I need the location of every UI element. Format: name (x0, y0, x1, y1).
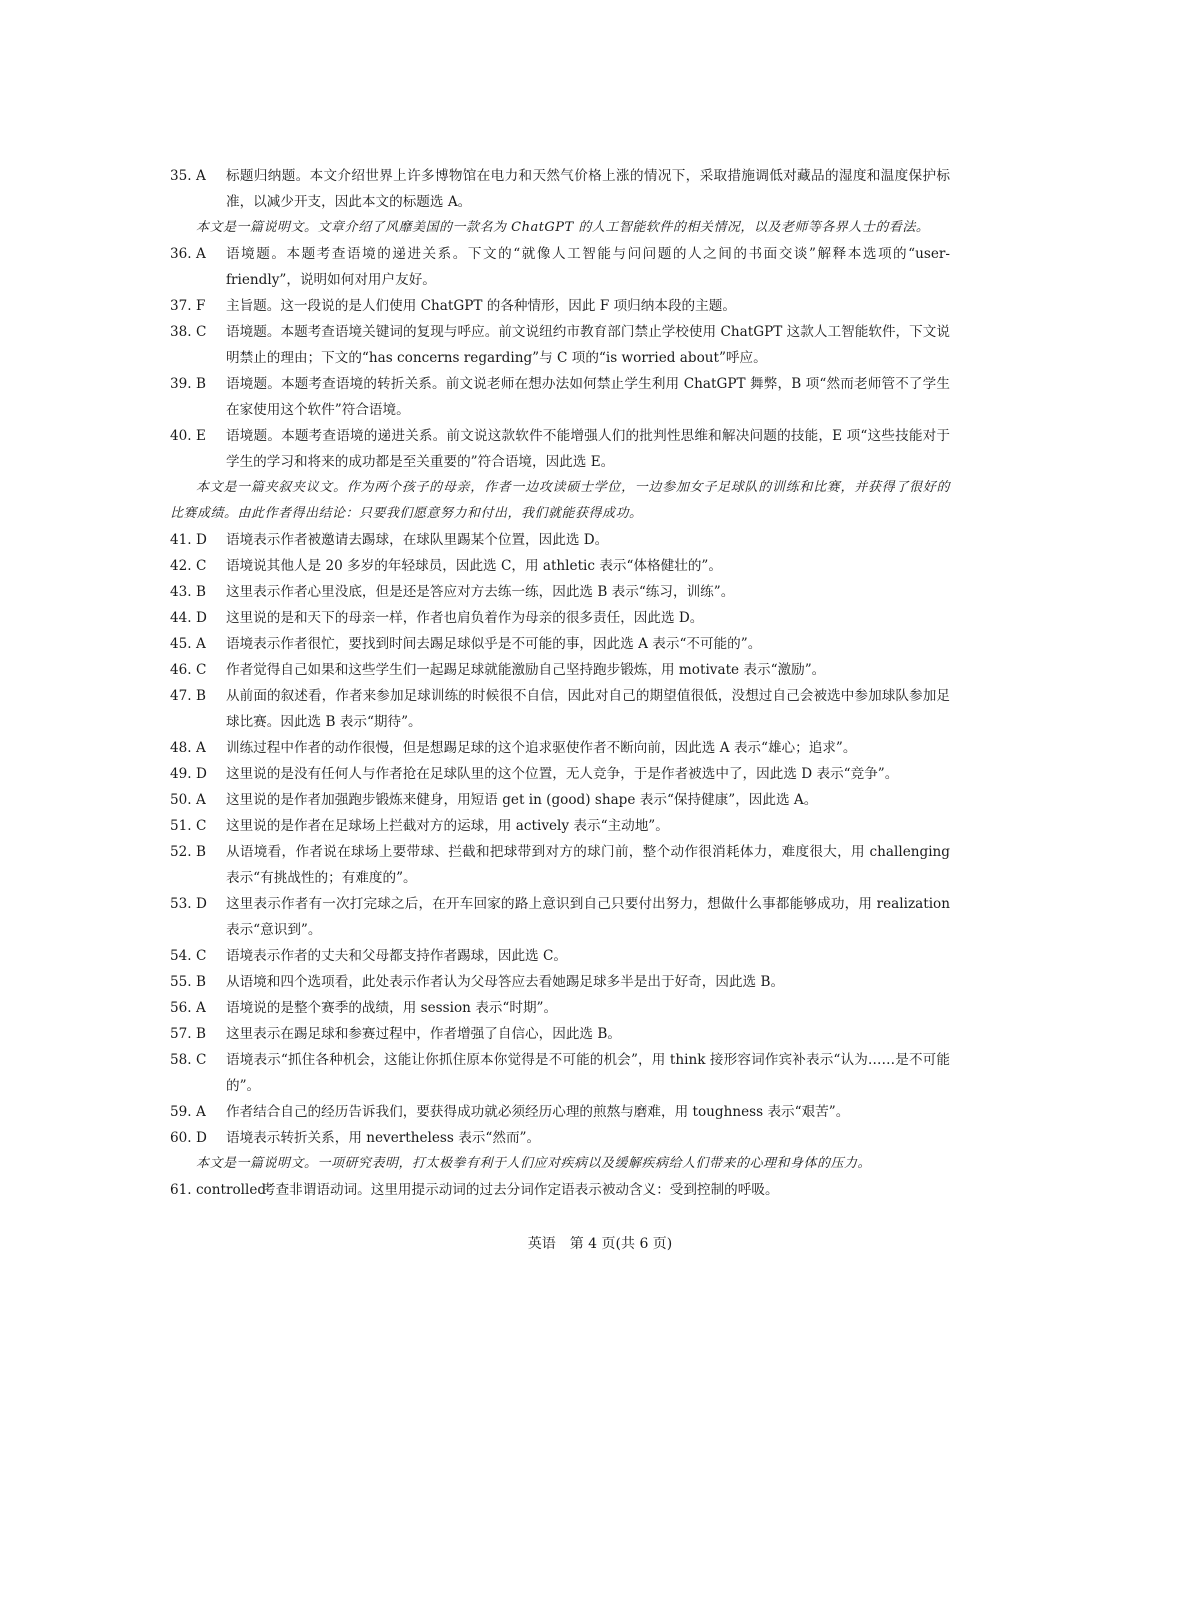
answer-explanation: 这里说的是作者加强跑步锻炼来健身，用短语 get in (good) shape 表示“保持健康”，因此选 A。 (226, 792, 818, 808)
answer-entry (170, 553, 950, 579)
answer-explanation: 这里说的是没有任何人与作者抢在足球队里的这个位置，无人竞争，于是作者被选中了，因此选 D 表示“竞争”。 (226, 766, 899, 782)
answer-entry (170, 839, 950, 891)
answer-explanation: 这里表示在踢足球和参赛过程中，作者增强了自信心，因此选 B。 (226, 1026, 621, 1042)
answer-number: 39. B (170, 376, 206, 392)
passage-summary: 本文是一篇夹叙夹议文。作为两个孩子的母亲，作者一边攻读硕士学位，一边参加女子足球队的训练和比赛，并获得了很好的比赛成绩。由此作者得出结论：只要我们愿意努力和付出，我们就能获得成功。 (170, 480, 950, 521)
answer-entry (170, 657, 950, 683)
answer-entry (170, 1099, 950, 1125)
answer-entry (170, 241, 950, 293)
answer-number: 47. B (170, 688, 206, 704)
answer-number: 36. A (170, 246, 206, 262)
answer-explanation: 语境题。本题考查语境的递进关系。下文的“就像人工智能与问问题的人之间的书面交谈”解释本选项的“user-friendly”，说明如何对用户友好。 (226, 246, 950, 288)
answer-entry (170, 683, 950, 735)
answer-key-page (170, 163, 950, 1203)
answer-explanation: 这里表示作者心里没底，但是还是答应对方去练一练，因此选 B 表示“练习，训练”。 (226, 584, 735, 600)
passage-summary: 本文是一篇说明文。一项研究表明，打太极拳有利于人们应对疾病以及缓解疾病给人们带来的心理和身体的压力。 (196, 1156, 872, 1171)
answer-entry (170, 995, 950, 1021)
answer-number: 58. C (170, 1052, 207, 1068)
answer-explanation: 这里表示作者有一次打完球之后，在开车回家的路上意识到自己只要付出努力，想做什么事都能够成功，用 realization 表示“意识到”。 (226, 896, 950, 938)
answer-number: 38. C (170, 324, 207, 340)
answer-number: 50. A (170, 792, 206, 808)
answer-entry (170, 735, 950, 761)
answer-explanation: 从前面的叙述看，作者来参加足球训练的时候很不自信，因此对自己的期望值很低，没想过自己会被选中参加球队参加足球比赛。因此选 B 表示“期待”。 (226, 688, 950, 730)
answer-explanation: 标题归纳题。本文介绍世界上许多博物馆在电力和天然气价格上涨的情况下，采取措施调低对藏品的湿度和温度保护标准，以减少开支，因此本文的标题选 A。 (226, 168, 950, 210)
answer-explanation: 语境表示转折关系，用 nevertheless 表示“然而”。 (226, 1130, 541, 1146)
passage-summary: 本文是一篇说明文。文章介绍了风靡美国的一款名为 ChatGPT 的人工智能软件的相关情况，以及老师等各界人士的看法。 (196, 220, 930, 235)
answer-explanation: 语境题。本题考查语境的递进关系。前文说这款软件不能增强人们的批判性思维和解决问题的技能，E 项“这些技能对于学生的学习和将来的成功都是至关重要的”符合语境，因此选 E。 (226, 428, 950, 470)
answer-explanation: 这里说的是作者在足球场上拦截对方的运球，用 actively 表示“主动地”。 (226, 818, 669, 834)
answer-number: 54. C (170, 948, 207, 964)
answer-number: 43. B (170, 584, 206, 600)
answer-explanation: 语境表示作者很忙，要找到时间去踢足球似乎是不可能的事，因此选 A 表示“不可能的”。 (226, 636, 762, 652)
answer-number: 37. F (170, 298, 206, 314)
answer-explanation: 语境题。本题考查语境的转折关系。前文说老师在想办法如何禁止学生利用 ChatGPT 舞弊，B 项“然而老师管不了学生在家使用这个软件”符合语境。 (226, 376, 950, 418)
answer-number: 61. controlled (170, 1182, 267, 1198)
answer-number: 60. D (170, 1130, 207, 1146)
answer-number: 46. C (170, 662, 207, 678)
answer-explanation: 这里说的是和天下的母亲一样，作者也肩负着作为母亲的很多责任，因此选 D。 (226, 610, 704, 626)
answer-number: 40. E (170, 428, 206, 444)
answer-explanation: 语境表示“抓住各种机会，这能让你抓住原本你觉得是不可能的机会”，用 think 接形容词作宾补表示“认为……是不可能的”。 (226, 1052, 950, 1094)
answer-number: 48. A (170, 740, 206, 756)
answer-number: 41. D (170, 532, 207, 548)
answer-number: 45. A (170, 636, 206, 652)
answer-number: 35. A (170, 168, 206, 184)
answer-entry (170, 423, 950, 475)
answer-explanation: 从语境和四个选项看，此处表示作者认为父母答应去看她踢足球多半是出于好奇，因此选 B。 (226, 974, 785, 990)
answer-number: 55. B (170, 974, 206, 990)
answer-number: 53. D (170, 896, 207, 912)
answer-explanation: 训练过程中作者的动作很慢，但是想踢足球的这个追求驱使作者不断向前，因此选 A 表示“雄心；追求”。 (226, 740, 857, 756)
answer-entry (170, 579, 950, 605)
answer-entry (170, 943, 950, 969)
answer-explanation: 语境说的是整个赛季的战绩，用 session 表示“时期”。 (226, 1000, 558, 1016)
answer-explanation: 考查非谓语动词。这里用提示动词的过去分词作定语表示被动含义：受到控制的呼吸。 (262, 1182, 779, 1198)
answer-number: 44. D (170, 610, 207, 626)
answer-explanation: 语境表示作者的丈夫和父母都支持作者踢球，因此选 C。 (226, 948, 567, 964)
answer-explanation: 作者结合自己的经历告诉我们，要获得成功就必须经历心理的煎熬与磨难，用 toughness 表示“艰苦”。 (226, 1104, 850, 1120)
answer-entry (170, 631, 950, 657)
answer-entry (170, 813, 950, 839)
answer-explanation: 语境表示作者被邀请去踢球，在球队里踢某个位置，因此选 D。 (226, 532, 609, 548)
answer-number: 49. D (170, 766, 207, 782)
page-footer: 英语 第 4 页(共 6 页) (527, 1236, 673, 1252)
answer-entry (170, 1125, 950, 1151)
answer-number: 59. A (170, 1104, 206, 1120)
answer-entry (170, 1021, 950, 1047)
answer-entry (170, 319, 950, 371)
answer-explanation: 语境说其他人是 20 多岁的年轻球员，因此选 C，用 athletic 表示“体格健壮的”。 (226, 558, 722, 574)
answer-number: 42. C (170, 558, 207, 574)
answer-number: 51. C (170, 818, 207, 834)
answer-entry (170, 163, 950, 215)
answer-entry (170, 1047, 950, 1099)
answer-entry (170, 293, 950, 319)
answer-entry (170, 891, 950, 943)
answer-explanation: 从语境看，作者说在球场上要带球、拦截和把球带到对方的球门前，整个动作很消耗体力，难度很大，用 challenging 表示“有挑战性的；有难度的”。 (226, 844, 950, 886)
answer-entry (170, 527, 950, 553)
answer-entry (170, 371, 950, 423)
answer-number: 56. A (170, 1000, 206, 1016)
answer-entry (170, 969, 950, 995)
answer-entry (170, 787, 950, 813)
answer-explanation: 作者觉得自己如果和这些学生们一起踢足球就能激励自己坚持跑步锻炼，用 motivate 表示“激励”。 (226, 662, 826, 678)
answer-number: 52. B (170, 844, 206, 860)
answer-entry (170, 761, 950, 787)
answer-entry (170, 1177, 950, 1203)
answer-entry (170, 605, 950, 631)
answer-explanation: 语境题。本题考查语境关键词的复现与呼应。前文说纽约市教育部门禁止学校使用 ChatGPT 这款人工智能软件，下文说明禁止的理由；下文的“has concerns regarding”与 C 项的“is worried about”呼应。 (226, 324, 950, 366)
answer-number: 57. B (170, 1026, 206, 1042)
answer-explanation: 主旨题。这一段说的是人们使用 ChatGPT 的各种情形，因此 F 项归纳本段的主题。 (226, 298, 736, 314)
